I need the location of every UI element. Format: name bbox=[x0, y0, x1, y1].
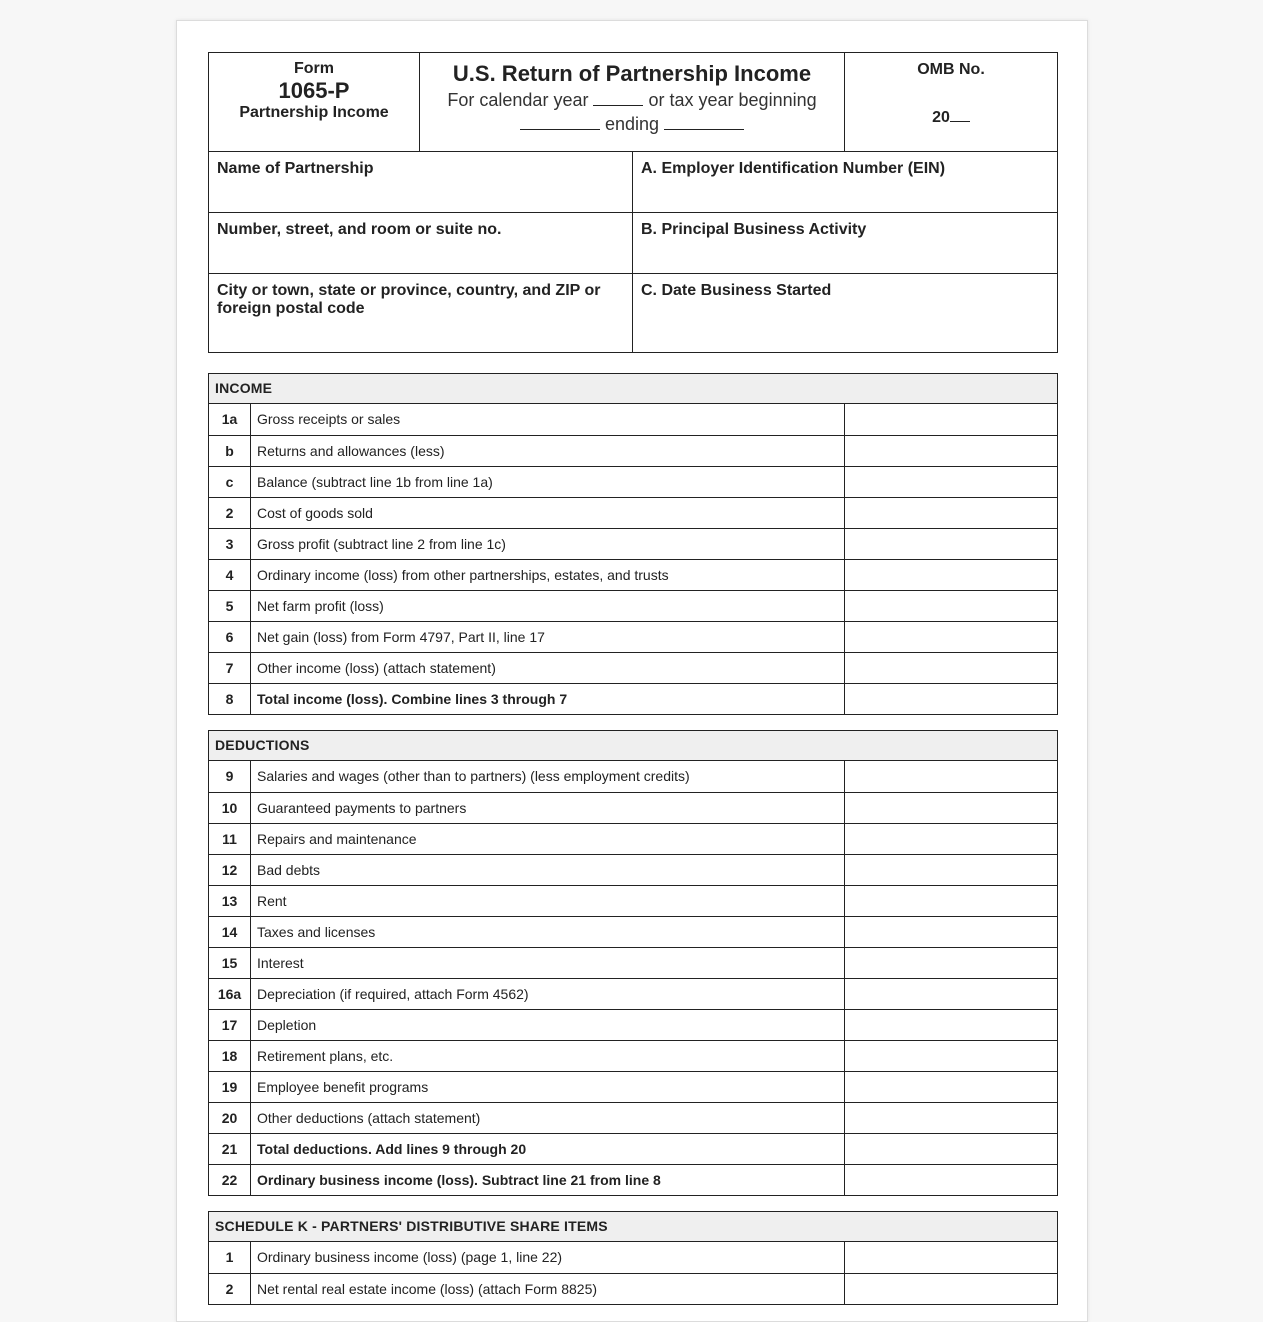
street-field[interactable] bbox=[209, 213, 633, 273]
amount-field[interactable] bbox=[845, 436, 1057, 466]
line-description: Gross profit (subtract line 2 from line 1c) bbox=[251, 529, 845, 559]
line-number: 19 bbox=[209, 1072, 251, 1102]
table-row bbox=[209, 683, 1057, 714]
table-row bbox=[209, 621, 1057, 652]
amount-field[interactable] bbox=[845, 560, 1057, 590]
line-description: Cost of goods sold bbox=[251, 498, 845, 528]
line-number: 18 bbox=[209, 1041, 251, 1071]
line-description: Interest bbox=[251, 948, 845, 978]
table-row bbox=[209, 792, 1057, 823]
line-number: 16a bbox=[209, 979, 251, 1009]
table-row bbox=[209, 404, 1057, 435]
line-number: 11 bbox=[209, 824, 251, 854]
year-suffix-field[interactable] bbox=[950, 105, 970, 122]
table-row bbox=[209, 528, 1057, 559]
line-number: 7 bbox=[209, 653, 251, 683]
form-number: 1065-P bbox=[278, 78, 350, 103]
amount-field[interactable] bbox=[845, 824, 1057, 854]
amount-field[interactable] bbox=[845, 1103, 1057, 1133]
line-number: b bbox=[209, 436, 251, 466]
amount-field[interactable] bbox=[845, 622, 1057, 652]
amount-field[interactable] bbox=[845, 498, 1057, 528]
line-description: Ordinary income (loss) from other partnerships, estates, and trusts bbox=[251, 560, 845, 590]
line-description: Gross receipts or sales bbox=[251, 404, 845, 435]
line-description: Salaries and wages (other than to partners) (less employment credits) bbox=[251, 761, 845, 792]
table-row bbox=[209, 559, 1057, 590]
table-row bbox=[209, 823, 1057, 854]
line-number: 2 bbox=[209, 1274, 251, 1304]
business-activity-label: B. Principal Business Activity bbox=[641, 221, 867, 238]
line-description: Net rental real estate income (loss) (attach Form 8825) bbox=[251, 1274, 845, 1304]
amount-field[interactable] bbox=[845, 793, 1057, 823]
income-heading: INCOME bbox=[209, 374, 1057, 404]
omb-box bbox=[845, 53, 1057, 151]
line-number: 22 bbox=[209, 1165, 251, 1195]
line-description: Returns and allowances (less) bbox=[251, 436, 845, 466]
line-description: Balance (subtract line 1b from line 1a) bbox=[251, 467, 845, 497]
beginning-date-field[interactable] bbox=[520, 113, 600, 130]
table-row bbox=[209, 1164, 1057, 1195]
line-number: 1a bbox=[209, 404, 251, 435]
table-row bbox=[209, 885, 1057, 916]
amount-field[interactable] bbox=[845, 855, 1057, 885]
street-label: Number, street, and room or suite no. bbox=[217, 221, 502, 238]
amount-field[interactable] bbox=[845, 886, 1057, 916]
table-row bbox=[209, 854, 1057, 885]
amount-field[interactable] bbox=[845, 1274, 1057, 1304]
city-label: City or town, state or province, country, and ZIP or foreign postal code bbox=[217, 282, 601, 317]
line-description: Ordinary business income (loss). Subtract line 21 from line 8 bbox=[251, 1165, 845, 1195]
form-title: U.S. Return of Partnership Income bbox=[452, 61, 812, 86]
line-description: Repairs and maintenance bbox=[251, 824, 845, 854]
table-row bbox=[209, 1040, 1057, 1071]
line-description: Ordinary business income (loss) (page 1, line 22) bbox=[251, 1242, 845, 1273]
line-description: Bad debts bbox=[251, 855, 845, 885]
form-header bbox=[208, 52, 1058, 152]
info-row-3 bbox=[209, 273, 1057, 352]
line-description: Guaranteed payments to partners bbox=[251, 793, 845, 823]
table-row bbox=[209, 1071, 1057, 1102]
table-row bbox=[209, 1102, 1057, 1133]
line-number: c bbox=[209, 467, 251, 497]
schedule-k-heading: SCHEDULE K - PARTNERS' DISTRIBUTIVE SHARE ITEMS bbox=[209, 1212, 1057, 1242]
form-id-box bbox=[209, 53, 420, 151]
deductions-heading: DEDUCTIONS bbox=[209, 731, 1057, 761]
table-row bbox=[209, 1009, 1057, 1040]
city-field[interactable] bbox=[209, 274, 633, 352]
form-subtitle: Partnership Income bbox=[239, 104, 389, 121]
amount-field[interactable] bbox=[845, 529, 1057, 559]
line-number: 20 bbox=[209, 1103, 251, 1133]
table-row bbox=[209, 652, 1057, 683]
line-number: 10 bbox=[209, 793, 251, 823]
amount-field[interactable] bbox=[845, 1041, 1057, 1071]
form-title-box bbox=[420, 53, 845, 151]
amount-field[interactable] bbox=[845, 1242, 1057, 1273]
info-row-1 bbox=[209, 152, 1057, 212]
line-description: Other income (loss) (attach statement) bbox=[251, 653, 845, 683]
line-number: 12 bbox=[209, 855, 251, 885]
date-started-label: C. Date Business Started bbox=[641, 282, 832, 299]
line-number: 21 bbox=[209, 1134, 251, 1164]
deductions-section bbox=[208, 730, 1058, 1196]
income-section bbox=[208, 373, 1058, 715]
form-label: Form bbox=[294, 60, 334, 77]
line-description: Depreciation (if required, attach Form 4562) bbox=[251, 979, 845, 1009]
line-description: Total deductions. Add lines 9 through 20 bbox=[251, 1134, 845, 1164]
line-number: 13 bbox=[209, 886, 251, 916]
year-prefix: 20 bbox=[932, 109, 950, 126]
table-row bbox=[209, 761, 1057, 792]
amount-field[interactable] bbox=[845, 404, 1057, 435]
table-row bbox=[209, 435, 1057, 466]
amount-field[interactable] bbox=[845, 467, 1057, 497]
line-number: 17 bbox=[209, 1010, 251, 1040]
business-activity-field[interactable] bbox=[633, 213, 1057, 273]
line-number: 9 bbox=[209, 761, 251, 792]
amount-field[interactable] bbox=[845, 1165, 1057, 1195]
ein-field[interactable] bbox=[633, 152, 1057, 212]
table-row bbox=[209, 497, 1057, 528]
amount-field[interactable] bbox=[845, 591, 1057, 621]
date-started-field[interactable] bbox=[633, 274, 1057, 352]
amount-field[interactable] bbox=[845, 684, 1057, 714]
amount-field[interactable] bbox=[845, 761, 1057, 792]
ein-label: A. Employer Identification Number (EIN) bbox=[641, 160, 946, 177]
table-row bbox=[209, 1242, 1057, 1273]
tax-period-line-1 bbox=[420, 88, 844, 112]
line-description: Total income (loss). Combine lines 3 through 7 bbox=[251, 684, 845, 714]
amount-field[interactable] bbox=[845, 1134, 1057, 1164]
line-number: 8 bbox=[209, 684, 251, 714]
form-page bbox=[176, 20, 1088, 1322]
amount-field[interactable] bbox=[845, 979, 1057, 1009]
omb-label: OMB No. bbox=[917, 61, 985, 78]
line-description: Other deductions (attach statement) bbox=[251, 1103, 845, 1133]
partnership-name-label: Name of Partnership bbox=[217, 160, 374, 177]
table-row bbox=[209, 466, 1057, 497]
tax-year bbox=[845, 105, 1057, 127]
line-description: Net gain (loss) from Form 4797, Part II, line 17 bbox=[251, 622, 845, 652]
schedule-k-section bbox=[208, 1211, 1058, 1305]
line-number: 14 bbox=[209, 917, 251, 947]
info-row-2 bbox=[209, 212, 1057, 273]
tax-year-beginning-label: or tax year beginning bbox=[648, 90, 817, 110]
line-number: 3 bbox=[209, 529, 251, 559]
table-row bbox=[209, 1273, 1057, 1304]
amount-field[interactable] bbox=[845, 1072, 1057, 1102]
calendar-year-label: For calendar year bbox=[447, 90, 589, 110]
line-description: Taxes and licenses bbox=[251, 917, 845, 947]
line-description: Retirement plans, etc. bbox=[251, 1041, 845, 1071]
amount-field[interactable] bbox=[845, 917, 1057, 947]
line-description: Employee benefit programs bbox=[251, 1072, 845, 1102]
line-number: 4 bbox=[209, 560, 251, 590]
tax-period-line-2 bbox=[420, 112, 844, 136]
calendar-year-field[interactable] bbox=[593, 89, 643, 106]
ending-date-field[interactable] bbox=[664, 113, 744, 130]
amount-field[interactable] bbox=[845, 1010, 1057, 1040]
table-row bbox=[209, 978, 1057, 1009]
line-number: 6 bbox=[209, 622, 251, 652]
line-description: Depletion bbox=[251, 1010, 845, 1040]
amount-field[interactable] bbox=[845, 653, 1057, 683]
line-description: Rent bbox=[251, 886, 845, 916]
table-row bbox=[209, 916, 1057, 947]
line-number: 2 bbox=[209, 498, 251, 528]
partnership-name-field[interactable] bbox=[209, 152, 633, 212]
table-row bbox=[209, 947, 1057, 978]
ending-label: ending bbox=[604, 114, 660, 134]
partnership-info bbox=[208, 152, 1058, 353]
line-number: 15 bbox=[209, 948, 251, 978]
amount-field[interactable] bbox=[845, 948, 1057, 978]
table-row bbox=[209, 590, 1057, 621]
table-row bbox=[209, 1133, 1057, 1164]
line-number: 1 bbox=[209, 1242, 251, 1273]
line-number: 5 bbox=[209, 591, 251, 621]
line-description: Net farm profit (loss) bbox=[251, 591, 845, 621]
